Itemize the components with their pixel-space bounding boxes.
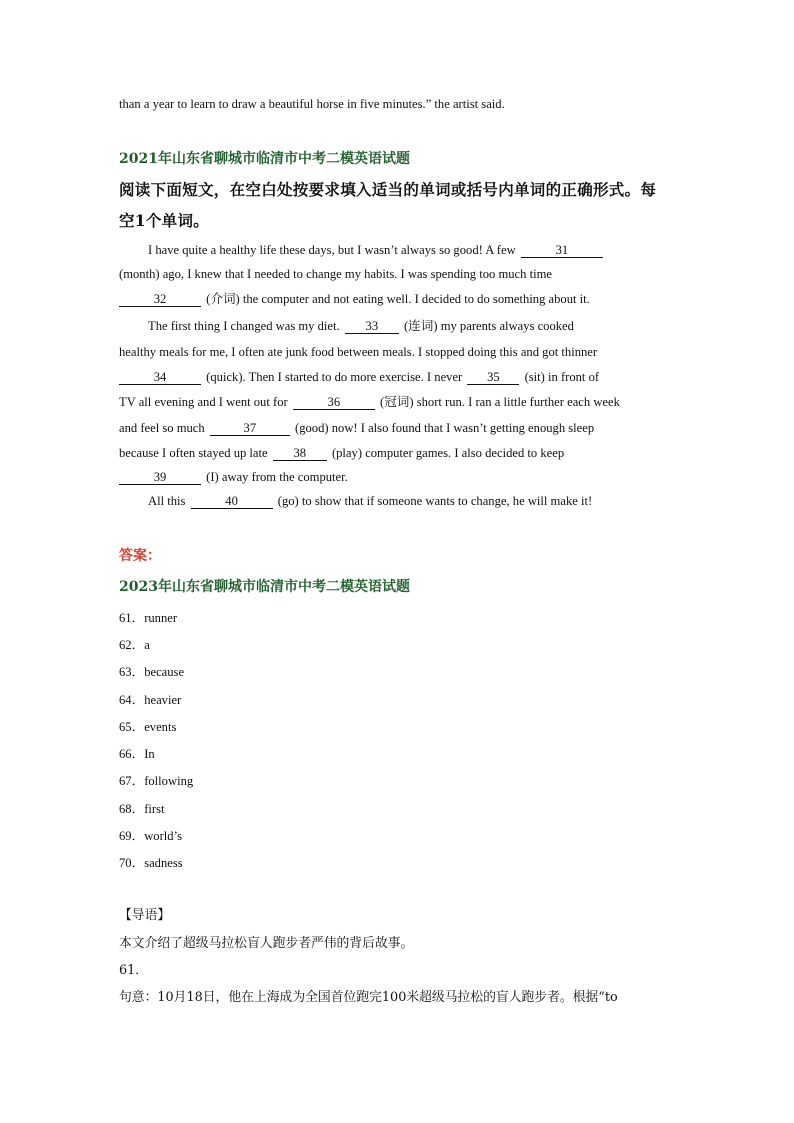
answer-item: 67．following bbox=[119, 774, 194, 788]
passage-line bbox=[119, 468, 679, 486]
passage-text: (play) computer games. I also decided to keep bbox=[331, 446, 565, 460]
passage-text: (冠词) short run. I ran a little further each week bbox=[380, 395, 620, 409]
passage-text: because I often stayed up late bbox=[119, 446, 268, 460]
answer-exam-title: 2023年山东省聊城市临清市中考二模英语试题 bbox=[119, 579, 410, 595]
question-explanation: 句意：10月18日，他在上海成为全国首位跑完100米超级马拉松的盲人跑步者。根据“to bbox=[119, 990, 618, 1005]
passage-text: (sit) in front of bbox=[524, 370, 600, 384]
answer-item: 68．first bbox=[119, 802, 165, 816]
passage-text: All this bbox=[148, 494, 186, 508]
blank-31: 31 bbox=[521, 243, 603, 258]
passage-line bbox=[119, 419, 679, 437]
question-number: 61． bbox=[119, 963, 149, 978]
blank-35: 35 bbox=[467, 370, 519, 385]
passage-text: (go) to show that if someone wants to change, he will make it! bbox=[277, 494, 593, 508]
passage-text: (quick). Then I started to do more exercise. I never bbox=[206, 370, 463, 384]
passage-text: (连词) my parents always cooked bbox=[403, 319, 574, 333]
guide-label: 【导语】 bbox=[119, 908, 171, 923]
blank-37: 37 bbox=[210, 421, 290, 436]
passage-text: The first thing I changed was my diet. bbox=[148, 319, 340, 333]
passage-line: (month) ago, I knew that I needed to change my habits. I was spending too much time bbox=[119, 267, 552, 281]
passage-line bbox=[119, 368, 679, 386]
answer-item: 65．events bbox=[119, 720, 177, 734]
passage-text: I have quite a healthy life these days, but I wasn’t always so good! A few bbox=[148, 243, 516, 257]
continued-text: than a year to learn to draw a beautiful horse in five minutes.” the artist said. bbox=[119, 97, 505, 111]
blank-32: 32 bbox=[119, 292, 201, 307]
passage-line bbox=[119, 393, 679, 411]
answer-item: 66．In bbox=[119, 747, 155, 761]
answer-item: 70．sadness bbox=[119, 856, 183, 870]
guide-text: 本文介绍了超级马拉松盲人跑步者严伟的背后故事。 bbox=[119, 936, 414, 951]
passage-text: (I) away from the computer. bbox=[206, 470, 348, 484]
blank-34: 34 bbox=[119, 370, 201, 385]
passage-text: (good) now! I also found that I wasn’t getting enough sleep bbox=[295, 421, 595, 435]
passage-line bbox=[148, 317, 708, 335]
blank-40: 40 bbox=[191, 494, 273, 509]
passage-line bbox=[119, 444, 679, 462]
passage-line: healthy meals for me, I often ate junk food between meals. I stopped doing this and got thinner bbox=[119, 345, 598, 359]
answer-label: 答案： bbox=[119, 548, 161, 564]
answer-item: 63．because bbox=[119, 665, 185, 679]
answer-item: 64．heavier bbox=[119, 693, 182, 707]
passage-text: (介词) the computer and not eating well. I decided to do something about it. bbox=[206, 292, 590, 306]
passage-text: TV all evening and I went out for bbox=[119, 395, 288, 409]
instruction-line-1: 阅读下面短文，在空白处按要求填入适当的单词或括号内单词的正确形式。每 bbox=[119, 180, 657, 199]
answer-item: 61．runner bbox=[119, 611, 178, 625]
passage-line bbox=[148, 492, 708, 510]
blank-33: 33 bbox=[345, 319, 399, 334]
answer-item: 69．world’s bbox=[119, 829, 182, 843]
instruction-line-2: 空1个单词。 bbox=[119, 211, 210, 230]
passage-line bbox=[119, 290, 679, 308]
answer-item: 62．a bbox=[119, 638, 150, 652]
blank-36: 36 bbox=[293, 395, 375, 410]
blank-39: 39 bbox=[119, 470, 201, 485]
passage-text: and feel so much bbox=[119, 421, 205, 435]
blank-38: 38 bbox=[273, 446, 327, 461]
exam-title: 2021年山东省聊城市临清市中考二模英语试题 bbox=[119, 151, 410, 167]
passage-line bbox=[148, 241, 708, 259]
